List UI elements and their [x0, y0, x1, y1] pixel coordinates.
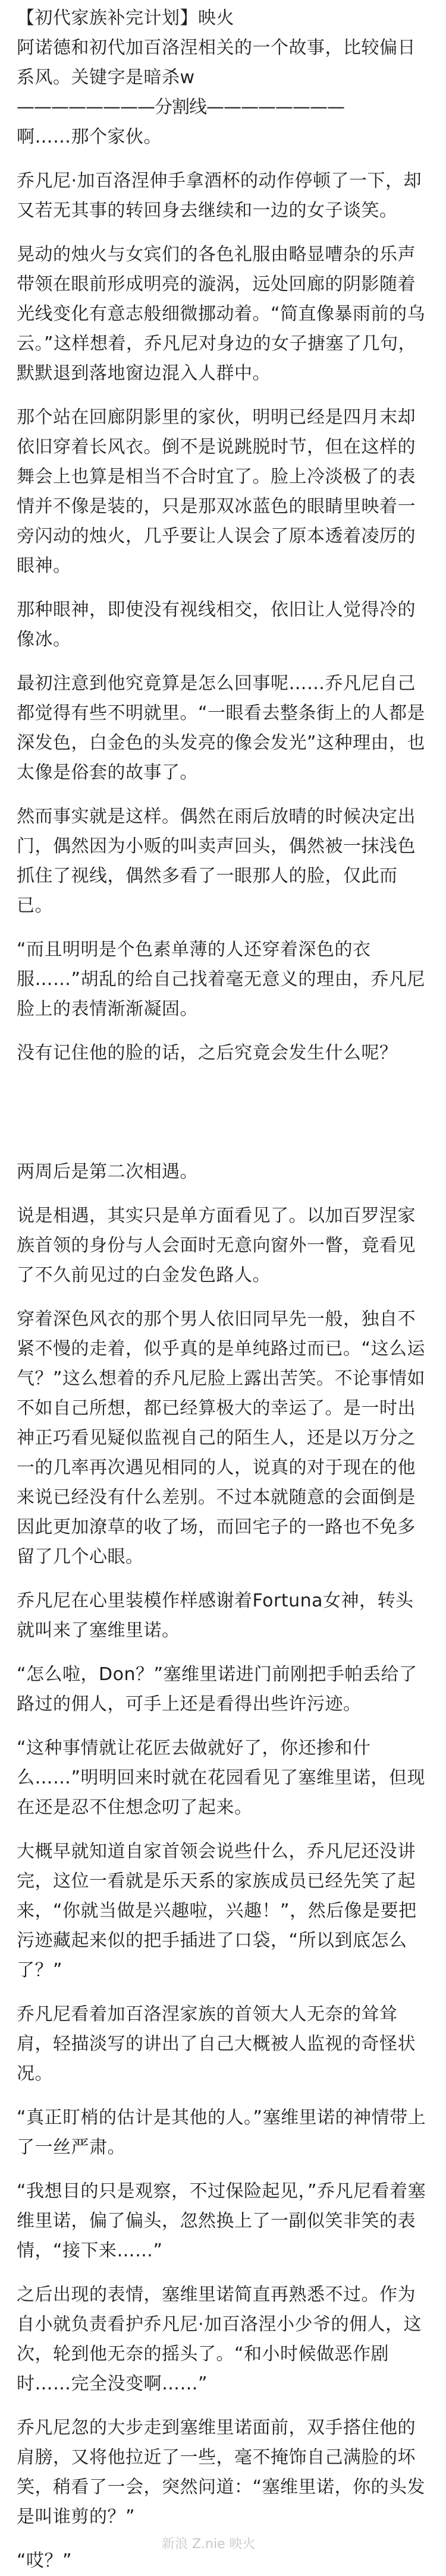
paragraph: 乔凡尼·加百洛涅伸手拿酒杯的动作停顿了一下，却又若无其事的转回身去继续和一边的女子谈笑。 — [17, 171, 422, 221]
paragraph: 那种眼神，即使没有视线相交，依旧让人觉得冷的像冰。 — [17, 599, 416, 650]
paragraph: 晃动的烛火与女宾们的各色礼服由略显嘈杂的乐声带领在眼前形成明亮的漩涡，远处回廊的阴影随着光线变化有意志般细微挪动着。“简直像暴雨前的乌云。”这样想着，乔凡尼对身边的女子搪塞了几句，默默退到落地窗边混入人群中。 — [17, 244, 426, 384]
paragraph: “这种事情就让花匠去做就好了，你还掺和什么……”明明回来时就在花园看见了塞维里诺，但现在还是忍不住想念叨了起来。 — [17, 1738, 426, 1818]
paragraph: 乔凡尼在心里装模作样感谢着Fortuna女神，转头就叫来了塞维里诺。 — [17, 1590, 414, 1641]
paragraph: “而且明明是个色素单薄的人还穿着深色的衣服……”胡乱的给自己找着毫无意义的理由，乔凡尼脸上的表情渐渐凝固。 — [17, 939, 426, 1019]
paragraph: 大概早就知道自家首领会说些什么，乔凡尼还没讲完，这位一看就是乐天系的家族成员已经先笑了起来，“你就当做是兴趣啦，兴趣！”，然后像是要把污迹藏起来似的把手插进了口袋，“所以到底怎么了？” — [17, 1841, 417, 1981]
paragraph: 两周后是第二次相遇。 — [17, 1161, 198, 1182]
paragraph: 最初注意到他究竟算是怎么回事呢……乔凡尼自己都觉得有些不明就里。“一眼看去整条街上的人都是深发色，白金色的头发亮的像会发光”这种理由，也太像是俗套的故事了。 — [17, 673, 426, 783]
article-intro: 阿诺德和初代加百洛涅相关的一个故事，比较偏日系风。关键字是暗杀w — [17, 37, 416, 88]
paragraph: 然而事实就是这样。偶然在雨后放晴的时候决定出门，偶然因为小贩的叫卖声回头，偶然被一抹浅色抓住了视线，偶然多看了一眼那人的脸，仅此而已。 — [17, 806, 416, 916]
paragraph: “真正盯梢的估计是其他的人。”塞维里诺的神情带上了一丝严肃。 — [17, 2107, 426, 2158]
paragraph: 说是相遇，其实只是单方面看见了。以加百罗涅家族首领的身份与人会面时无意向窗外一瞥，竟看见了不久前见过的白金发色路人。 — [17, 1205, 416, 1286]
paragraph: “我想目的只是观察，不过保险起见，”乔凡尼看着塞维里诺，偏了偏头，忽然换上了一副似笑非笑的表情，“接下来……” — [17, 2181, 426, 2261]
paragraph: 乔凡尼看着加百洛涅家族的首领大人无奈的耸耸肩，轻描淡写的讲出了自己大概被人监视的奇怪状况。 — [17, 2004, 416, 2084]
paragraph: 那个站在回廊阴影里的家伙，明明已经是四月末却依旧穿着长风衣。倒不是说跳脱时节，但在这样的舞会上也算是相当不合时宜了。脸上冷淡极了的表情并不像是装的，只是那双冰蓝色的眼睛里映着一旁闪动的烛火，几乎要让人误会了原本透着凌厉的眼神。 — [17, 407, 416, 576]
paragraph: 之后出现的表情，塞维里诺简直再熟悉不过。作为自小就负责看护乔凡尼·加百洛涅小少爷的佣人，这次，轮到他无奈的摇头了。“和小时候做恶作剧时……完全没变啊……” — [17, 2284, 422, 2394]
article-title: 【初代家族补完计划】映火 — [17, 8, 234, 29]
paragraph: 穿着深色风衣的那个男人依旧同早先一般，独自不紧不慢的走着，似乎真的是单纯路过而已。“这么运气？”这么想着的乔凡尼脸上露出苦笑。不论事情如不如自己所想，都已经算极大的幸运了。是一时出神正巧看见疑似监视自己的陌生人，还是以万分之一的几率再次遇见相同的人，说真的对于现在的他来说已经没有什么差别。不过本就随意的会面倒是因此更加潦草的收了场，而回宅子的一路也不免多留了几个心眼。 — [17, 1309, 426, 1567]
watermark: 新浪 Z.nie 映火 — [162, 2537, 256, 2552]
paragraph: 没有记住他的脸的话，之后究竟会发生什么呢？ — [17, 1043, 398, 1063]
paragraph: 乔凡尼忽的大步走到塞维里诺面前，双手搭住他的肩膀，又将他拉近了一些，毫不掩饰自己满脸的坏笑，稍看了一会，突然问道：“塞维里诺，你的头发是叫谁剪的？” — [17, 2417, 426, 2527]
part-one — [17, 122, 429, 1068]
part-two — [17, 1157, 429, 2576]
paragraph: 啊……那个家伙。 — [17, 127, 162, 147]
paragraph: “怎么啦，Don？”塞维里诺进门前刚把手帕丢给了路过的佣人，可手上还是看得出些许污迹。 — [17, 1664, 417, 1715]
paragraph: “哎？” — [17, 2550, 73, 2571]
section-divider: ————————分割线———————— — [17, 97, 344, 118]
